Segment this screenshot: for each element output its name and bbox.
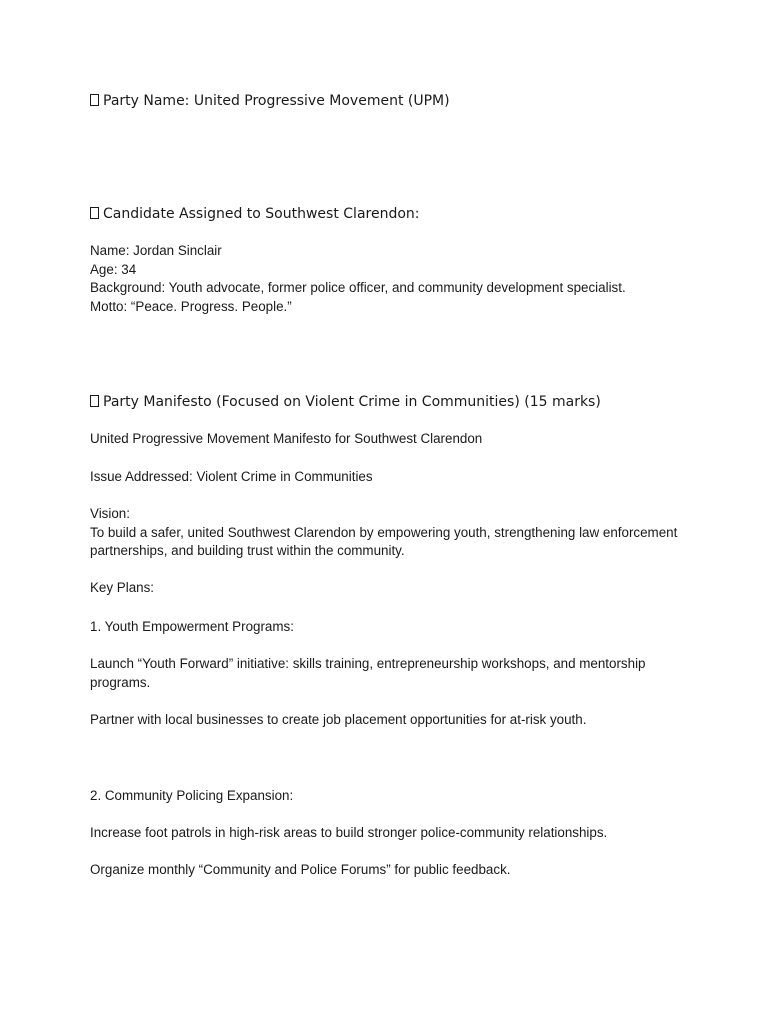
candidate-heading-text: Candidate Assigned to Southwest Clarendon: xyxy=(103,206,420,222)
vision-label: Vision: xyxy=(90,506,130,521)
missing-glyph-icon xyxy=(90,395,99,407)
vision-section xyxy=(90,505,680,561)
candidate-age: Age: 34 xyxy=(90,261,137,277)
plan2-point2: Organize monthly “Community and Police Forums” for public feedback. xyxy=(90,862,511,877)
candidate-details xyxy=(90,242,680,316)
vision-text: To build a safer, united Southwest Clarendon by empowering youth, strengthening law enforcement partnerships, and building trust within the community. xyxy=(90,524,678,559)
missing-glyph-icon xyxy=(90,207,99,219)
plan2-point1: Increase foot patrols in high-risk areas to build stronger police-community relationships. xyxy=(90,825,608,840)
party-name-heading xyxy=(90,92,450,110)
manifesto-heading-text: Party Manifesto (Focused on Violent Crime in Communities) (15 marks) xyxy=(103,394,601,410)
manifesto-heading xyxy=(90,393,601,411)
plan2-title: 2. Community Policing Expansion: xyxy=(90,788,294,803)
key-plans-label: Key Plans: xyxy=(90,580,155,595)
plan1-point2: Partner with local businesses to create job placement opportunities for at-risk youth. xyxy=(90,712,587,727)
plan1-title: 1. Youth Empowerment Programs: xyxy=(90,619,294,634)
manifesto-title: United Progressive Movement Manifesto for Southwest Clarendon xyxy=(90,431,483,446)
plan1-point1: Launch “Youth Forward” initiative: skills training, entrepreneurship workshops, and mentorship programs. xyxy=(90,656,646,690)
missing-glyph-icon xyxy=(90,94,99,106)
candidate-motto: Motto: “Peace. Progress. People.” xyxy=(90,298,292,314)
issue-addressed: Issue Addressed: Violent Crime in Communities xyxy=(90,469,373,484)
candidate-background: Background: Youth advocate, former police officer, and community development specialist. xyxy=(90,280,626,296)
party-name-text: Party Name: United Progressive Movement (UPM) xyxy=(103,93,450,109)
candidate-heading xyxy=(90,205,420,223)
candidate-name: Name: Jordan Sinclair xyxy=(90,243,222,258)
